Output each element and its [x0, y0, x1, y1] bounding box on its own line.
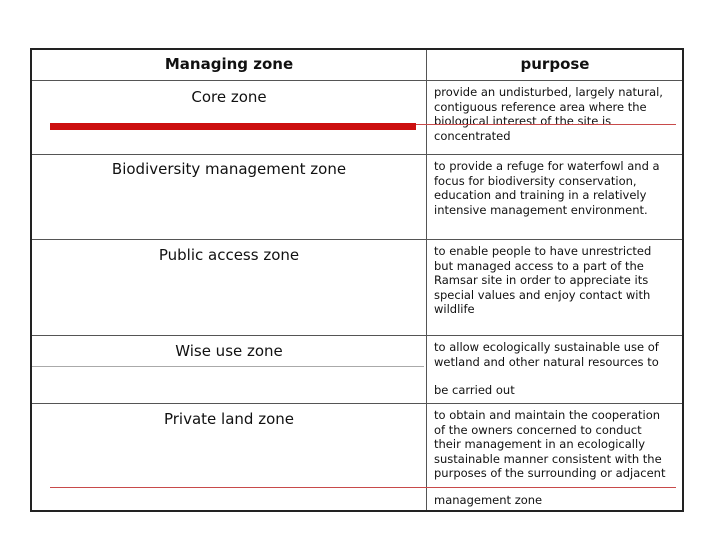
header-managing-zone: Managing zone	[164, 55, 294, 73]
purpose-wise-use	[434, 340, 680, 369]
column-divider	[426, 50, 427, 510]
purpose-wise-use-continued: be carried out	[434, 383, 515, 397]
purpose-line: education and training in a relatively	[434, 188, 647, 203]
purpose-line: but managed access to a part of the	[434, 258, 644, 273]
red-underline	[50, 487, 676, 488]
row-divider	[32, 335, 682, 336]
zone-label-core: Core zone	[191, 88, 267, 106]
purpose-line: biological interest of the site is	[434, 114, 612, 129]
row-divider	[32, 403, 682, 404]
purpose-line: purposes of the surrounding or adjacent	[434, 466, 666, 481]
purpose-private-land	[434, 408, 680, 481]
row-divider	[32, 239, 682, 240]
purpose-line: to enable people to have unrestricted	[434, 244, 652, 258]
purpose-line: contiguous reference area where the	[434, 99, 647, 114]
row-divider	[32, 80, 682, 81]
purpose-line: intensive management environment.	[434, 202, 648, 217]
purpose-biodiversity	[434, 159, 680, 217]
purpose-line: focus for biodiversity conservation,	[434, 173, 637, 188]
purpose-line: their management in an ecologically	[434, 437, 645, 452]
purpose-line: provide an undisturbed, largely natural,	[434, 85, 663, 99]
red-highlight-bar	[50, 123, 416, 130]
purpose-private-land-continued: management zone	[434, 493, 543, 507]
purpose-line: to obtain and maintain the cooperation	[434, 408, 661, 422]
zone-label-wise-use: Wise use zone	[175, 342, 283, 360]
zone-label-public-access: Public access zone	[158, 246, 300, 264]
purpose-line: wildlife	[434, 302, 475, 317]
header-purpose: purpose	[520, 55, 590, 73]
purpose-line: wetland and other natural resources to	[434, 354, 659, 369]
purpose-line: of the owners concerned to conduct	[434, 422, 642, 437]
row-divider-partial	[32, 366, 424, 367]
purpose-line: special values and enjoy contact with	[434, 287, 651, 302]
purpose-line: Ramsar site in order to appreciate its	[434, 273, 649, 288]
row-divider	[32, 154, 682, 155]
purpose-public-access	[434, 244, 680, 317]
red-underline	[416, 124, 676, 125]
zone-table	[30, 48, 684, 512]
zone-label-private-land: Private land zone	[163, 410, 294, 428]
purpose-line: to allow ecologically sustainable use of	[434, 340, 659, 354]
purpose-line: concentrated	[434, 128, 511, 143]
purpose-line: to provide a refuge for waterfowl and a	[434, 159, 660, 173]
purpose-core	[434, 85, 680, 143]
zone-label-biodiversity: Biodiversity management zone	[111, 160, 347, 178]
purpose-line: sustainable manner consistent with the	[434, 451, 662, 466]
